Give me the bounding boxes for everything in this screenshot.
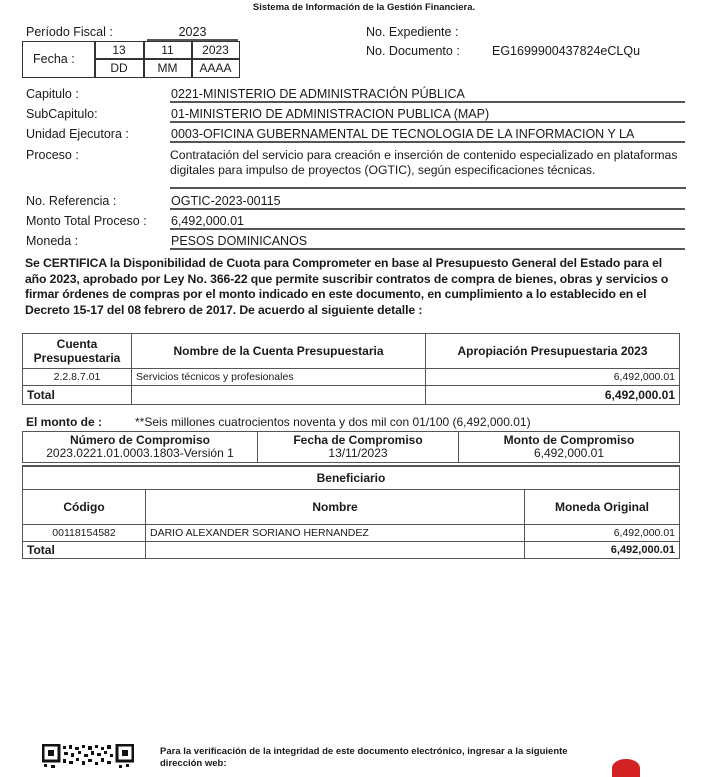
commitment-date-value: 13/11/2023 <box>328 446 388 460</box>
header-codigo: Código <box>23 490 146 525</box>
commitment-date <box>258 432 459 463</box>
budget-table <box>22 333 680 405</box>
periodo-fiscal-label: Período Fiscal : <box>26 25 113 39</box>
commitment-number <box>23 432 258 463</box>
total-empty <box>146 542 525 559</box>
referencia-value: OGTIC-2023-00115 <box>170 194 685 210</box>
capitulo-label: Capitulo : <box>26 87 79 101</box>
fecha-year: 2023 <box>202 43 229 57</box>
commitment-date-label: Fecha de Compromiso <box>293 433 423 447</box>
subcapitulo-value: 01-MINISTERIO DE ADMINISTRACION PUBLICA (MAP) <box>170 107 685 123</box>
unidad-ejecutora-label: Unidad Ejecutora : <box>26 127 129 141</box>
commitment-table <box>22 431 680 463</box>
commitment-amount-value: 6,492,000.01 <box>533 446 605 460</box>
header-moneda-original: Moneda Original <box>525 490 680 525</box>
fecha-month-unit: MM <box>157 61 178 75</box>
certification-text: Se CERTIFICA la Disponibilidad de Cuota para Comprometer en base al Presupuesto General del Estado para el año 2023, aprobado por Ley No. 366-22 que permite suscribir contratos de compra de bienes, obras y servicios o firmar órdenes de compras por el monto indicado en este documento, en cumplimiento a lo establecido en el Decreto 15-17 del 08 febrero de 2017. De acuerdo al siguiente detalle : <box>25 256 669 317</box>
table-row <box>23 525 680 542</box>
subcapitulo-label: SubCapitulo: <box>26 107 98 121</box>
capitulo-value: 0221-MINISTERIO DE ADMINISTRACIÓN PÚBLICA <box>170 87 685 103</box>
verification-text: Para la verificación de la integridad de este documento electrónico, ingresar a la siguiente dirección web: <box>160 746 568 769</box>
header-apropiacion: Apropiación Presupuestaria 2023 <box>426 334 680 369</box>
fecha-month: 11 <box>161 43 174 57</box>
amount-words-value: **Seis millones cuatrocientos noventa y dos mil con 01/100 (6,492,000.01) <box>135 415 531 429</box>
referencia-label: No. Referencia : <box>26 194 117 208</box>
proceso-value: Contratación del servicio para creación e inserción de contenido especializado en plataformas digitales para impulso de proyectos (OGTIC), según especificaciones técnicas. <box>170 148 678 177</box>
budget-table-header <box>23 334 680 369</box>
budget-total-row <box>23 386 680 405</box>
unidad-ejecutora-value: 0003-OFICINA GUBERNAMENTAL DE TECNOLOGIA DE LA INFORMACION Y LA <box>170 127 685 143</box>
beneficiary-header <box>23 490 680 525</box>
beneficiary-table <box>22 465 680 559</box>
moneda-value: PESOS DOMINICANOS <box>170 234 685 250</box>
cell-codigo: 00118154582 <box>23 525 146 542</box>
amount-words-label: El monto de : <box>26 415 102 429</box>
total-value: 6,492,000.01 <box>426 386 680 405</box>
periodo-fiscal-value: 2023 <box>147 25 238 41</box>
fecha-year-unit: AAAA <box>199 61 232 75</box>
beneficiary-title-row <box>23 466 680 490</box>
cell-nombre: DARIO ALEXANDER SORIANO HERNANDEZ <box>146 525 525 542</box>
moneda-label: Moneda : <box>26 234 79 248</box>
documento-label: No. Documento : <box>366 44 460 58</box>
header-nombre-cuenta: Nombre de la Cuenta Presupuestaria <box>132 334 426 369</box>
system-title: Sistema de Información de la Gestión Financiera. <box>252 2 476 13</box>
total-label: Total <box>23 542 146 559</box>
commitment-number-value: 2023.0221.01.0003.1803-Versión 1 <box>46 446 234 460</box>
cell-monto: 6,492,000.01 <box>426 369 680 386</box>
cell-cuenta: 2.2.8.7.01 <box>23 369 132 386</box>
seal-icon <box>612 759 640 777</box>
fecha-label: Fecha : <box>33 52 75 66</box>
cell-monto: 6,492,000.01 <box>525 525 680 542</box>
commitment-number-label: Número de Compromiso <box>69 433 210 447</box>
fecha-day-unit: DD <box>110 61 128 75</box>
documento-value: EG1699900437824eCLQu <box>492 44 641 58</box>
monto-total-value: 6,492,000.01 <box>170 214 685 230</box>
total-label: Total <box>23 386 132 405</box>
commitment-amount <box>459 432 680 463</box>
beneficiary-title: Beneficiario <box>23 466 680 490</box>
header-nombre: Nombre <box>146 490 525 525</box>
commitment-row <box>23 432 680 463</box>
total-empty <box>132 386 426 405</box>
header-cuenta: Cuenta Presupuestaria <box>23 334 132 369</box>
beneficiary-total-row <box>23 542 680 559</box>
total-value: 6,492,000.01 <box>525 542 680 559</box>
qr-code-icon <box>42 744 134 768</box>
expediente-label: No. Expediente : <box>366 25 459 39</box>
proceso-label: Proceso : <box>26 148 79 162</box>
fecha-day: 13 <box>112 43 126 57</box>
proceso-underline <box>170 187 686 189</box>
cell-nombre: Servicios técnicos y profesionales <box>132 369 426 386</box>
commitment-amount-label: Monto de Compromiso <box>503 433 635 447</box>
monto-total-label: Monto Total Proceso : <box>26 214 147 228</box>
table-row <box>23 369 680 386</box>
fecha-box <box>22 41 240 78</box>
